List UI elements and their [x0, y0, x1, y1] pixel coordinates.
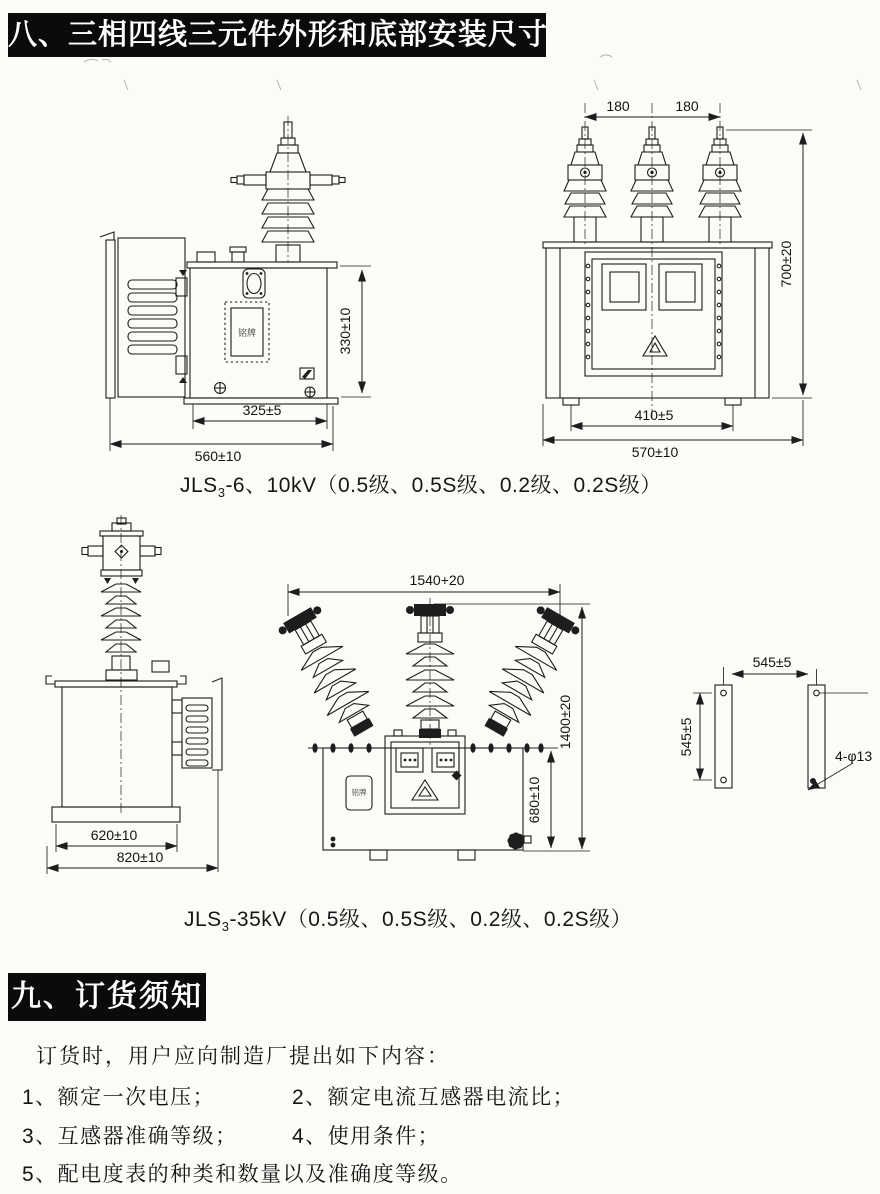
dim-35kv-front-width: 1540+20: [409, 572, 465, 588]
ordering-item-3: 3、互感器准确等级；: [22, 1125, 238, 1148]
section9-header: [8, 973, 206, 1021]
dim-6-10kv-pitch-left: 180: [606, 98, 630, 114]
section9-title: 九、订货须知: [11, 980, 203, 1013]
dim-6-10kv-side-height: 330±10: [337, 307, 353, 355]
caption2-model-rest: -35kV（0.5级、0.5S级、0.2级、0.2S级）: [229, 908, 633, 931]
drawing-35kv-side-view: [46, 515, 222, 874]
dim-6-10kv-side-base-inner: 325±5: [242, 402, 282, 418]
dim-footprint-holes: 4-φ13: [835, 748, 873, 764]
caption1-model-subscript: 3: [217, 485, 226, 501]
ordering-item-5: 5、配电度表的种类和数量以及准确度等级。: [22, 1163, 463, 1186]
ordering-intro: 订货时，用户应向制造厂提出如下内容：: [36, 1045, 450, 1068]
ordering-item-4: 4、使用条件；: [292, 1125, 441, 1148]
drawing-6-10kv-front-view: [543, 98, 812, 460]
caption-jls3-35kv: [184, 903, 632, 934]
nameplate-35kv: 铭牌: [351, 788, 367, 797]
dim-6-10kv-front-base-inner: 410±5: [634, 407, 674, 423]
scan-artifacts: [84, 55, 861, 90]
drawing-35kv-front-view: [276, 572, 590, 860]
caption1-model-rest: -6、10kV（0.5级、0.5S级、0.2级、0.2S级）: [225, 474, 662, 497]
dim-footprint-span: 545±5: [752, 654, 792, 670]
dim-6-10kv-side-base-outer: 560±10: [194, 448, 242, 464]
caption2-model-prefix: JLS: [184, 908, 222, 931]
dim-6-10kv-pitch-right: 180: [675, 98, 699, 114]
section8-header: [8, 13, 549, 57]
dim-35kv-front-height: 1400±20: [557, 694, 573, 750]
dim-6-10kv-front-base-outer: 570±10: [631, 444, 679, 460]
dim-6-10kv-front-height: 700±20: [778, 240, 794, 288]
caption2-model-subscript: 3: [221, 919, 230, 935]
dim-footprint-height: 545±5: [678, 717, 694, 757]
drawing-35kv-footprint: [678, 654, 872, 790]
caption-jls3-6-10kv: [180, 469, 662, 500]
dim-35kv-side-base-inner: 620±10: [90, 827, 138, 843]
dim-35kv-tank-height: 680±10: [526, 776, 542, 824]
caption1-model-prefix: JLS: [180, 474, 218, 497]
dim-35kv-side-base-outer: 820±10: [116, 849, 164, 865]
section8-title: 八、三相四线三元件外形和底部安装尺寸: [8, 19, 549, 51]
drawing-6-10kv-side-view: [100, 116, 371, 464]
ordering-item-2: 2、额定电流互感器电流比；: [292, 1086, 576, 1109]
nameplate-6-10kv: 铭牌: [237, 328, 257, 338]
ordering-item-1: 1、额定一次电压；: [22, 1086, 216, 1109]
